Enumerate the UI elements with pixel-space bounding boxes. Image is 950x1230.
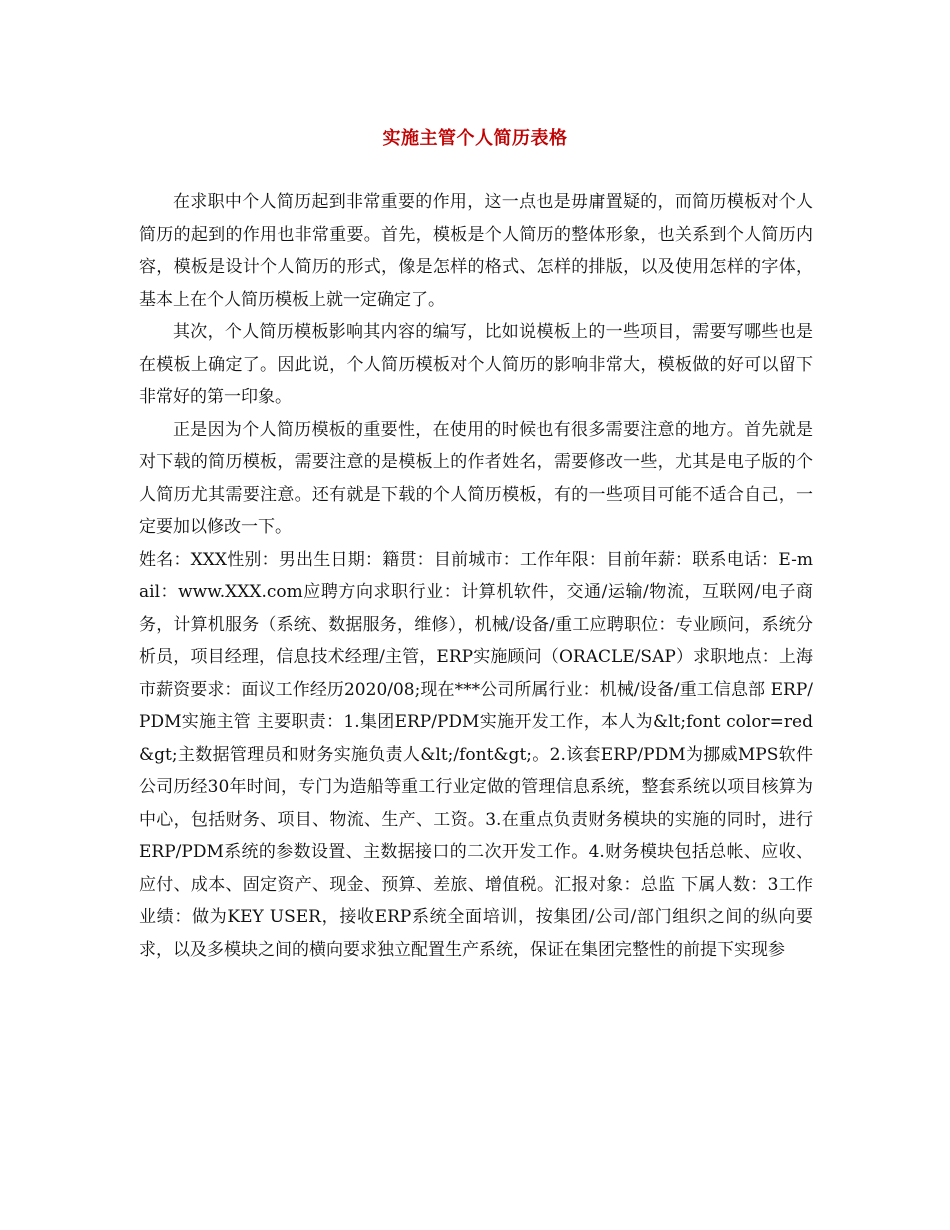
page-title: 实施主管个人简历表格 — [382, 128, 568, 149]
intro-paragraph-1: 在求职中个人简历起到非常重要的作用，这一点也是毋庸置疑的，而简历模板对个人简历的起到的作用也非常重要。首先，模板是个人简历的整体形象，也关系到个人简历内容，模板是设计个人简历的形式，像是怎样的格式、怎样的排版，以及使用怎样的字体，基本上在个人简历模板上就一定确定了。 — [139, 192, 813, 310]
document-body — [139, 186, 813, 966]
intro-paragraph-2: 其次，个人简历模板影响其内容的编写，比如说模板上的一些项目，需要写哪些也是在模板上确定了。因此说，个人简历模板对个人简历的影响非常大，模板做的好可以留下非常好的第一印象。 — [139, 322, 813, 407]
intro-paragraph-3: 正是因为个人简历模板的重要性，在使用的时候也有很多需要注意的地方。首先就是对下载的简历模板，需要注意的是模板上的作者姓名，需要修改一些，尤其是电子版的个人简历尤其需要注意。还有就是下载的个人简历模板，有的一些项目可能不适合自己，一定要加以修改一下。 — [139, 419, 813, 537]
resume-details: 姓名：XXX性别：男出生日期：籍贯：目前城市：工作年限：目前年薪：联系电话：E-mail：www.XXX.com应聘方向求职行业：计算机软件，交通/运输/物流，互联网/电子商务，计算机服务（系统、数据服务，维修），机械/设备/重工应聘职位：专业顾问，系统分析员，项目经理，信息技术经理/主管，ERP实施顾问（ORACLE/SAP）求职地点：上海市薪资要求：面议工作经历2020/08;现在***公司所属行业：机械/设备/重工信息部 ERP/PDM实施主管 主要职责：1.集团ERP/PDM实施开发工作，本人为&lt;font color=red&gt;主数据管理员和财务实施负责人&lt;/font&gt;。2.该套ERP/PDM为挪威MPS软件公司历经30年时间，专门为造船等重工行业定做的管理信息系统，整套系统以项目核算为中心，包括财务、项目、物流、生产、工资。3.在重点负责财务模块的实施的同时，进行ERP/PDM系统的参数设置、主数据接口的二次开发工作。4.财务模块包括总帐、应收、应付、成本、固定资产、现金、预算、差旅、增值税。汇报对象：总监 下属人数：3工作业绩：做为KEY USER，接收ERP系统全面培训，按集团/公司/部门组织之间的纵向要求，以及多模块之间的横向要求独立配置生产系统，保证在集团完整性的前提下实现参 — [139, 549, 813, 960]
